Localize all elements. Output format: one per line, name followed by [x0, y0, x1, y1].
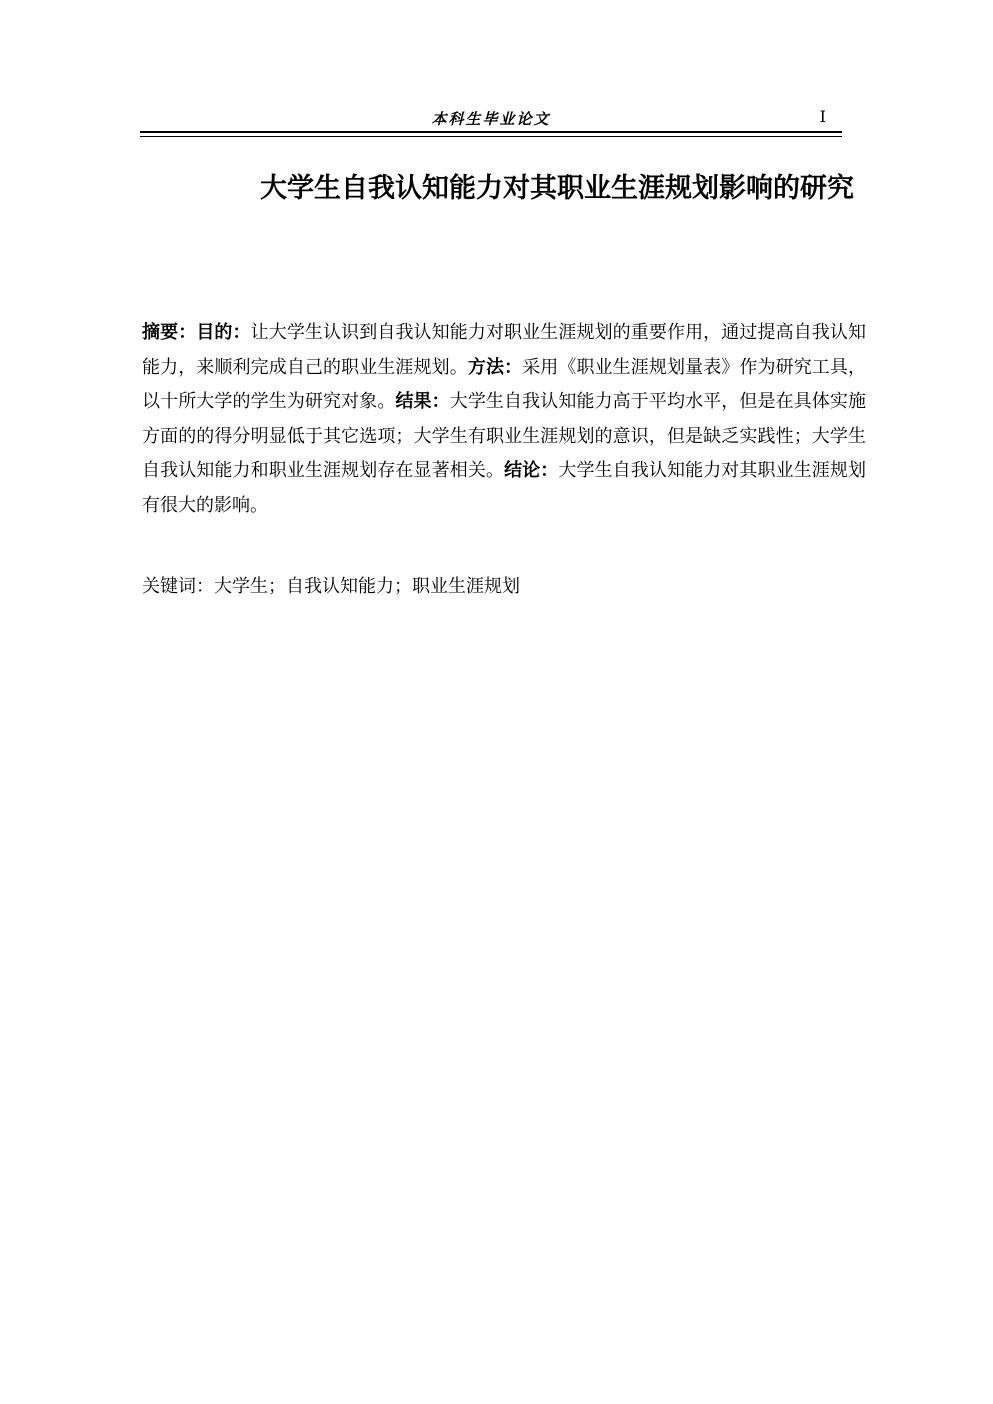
keywords-label: 关键词：: [142, 576, 214, 597]
method-label: 方法：: [467, 356, 523, 378]
method-text: 采用《职业生涯规划量表》作为研究工具，以十所大学的学生为研究对象。: [142, 356, 867, 412]
conclusion-label: 结论：: [504, 460, 559, 481]
abstract-label: 摘要：: [142, 322, 197, 343]
result-text: 大学生自我认知能力高于平均水平，但是在具体实施方面的的得分明显低于其它选项；大学生有职业生涯规划的意识，但是缺乏实践性；大学生自我认知能力和职业生涯规划存在显著相关。: [142, 391, 867, 481]
header-rule-thick: [140, 131, 842, 133]
header-page-number: I: [819, 107, 826, 126]
page-header: [140, 104, 842, 138]
keywords-items: 大学生；自我认知能力；职业生涯规划: [214, 576, 520, 597]
header-title: 本科生毕业论文: [431, 110, 551, 128]
conclusion-text: 大学生自我认知能力对其职业生涯规划有很大的影响。: [142, 460, 867, 516]
header-rule-thin: [140, 136, 842, 137]
purpose-text: 让大学生认识到自我认知能力对职业生涯规划的重要作用，通过提高自我认知能力，来顺利完成自己的职业生涯规划。: [142, 322, 867, 378]
purpose-label: 目的：: [196, 322, 251, 343]
paper-title: 大学生自我认知能力对其职业生涯规划影响的研究: [260, 173, 854, 204]
keywords-line: [142, 570, 866, 604]
result-label: 结果：: [395, 391, 450, 412]
abstract-paragraph: [142, 316, 866, 523]
